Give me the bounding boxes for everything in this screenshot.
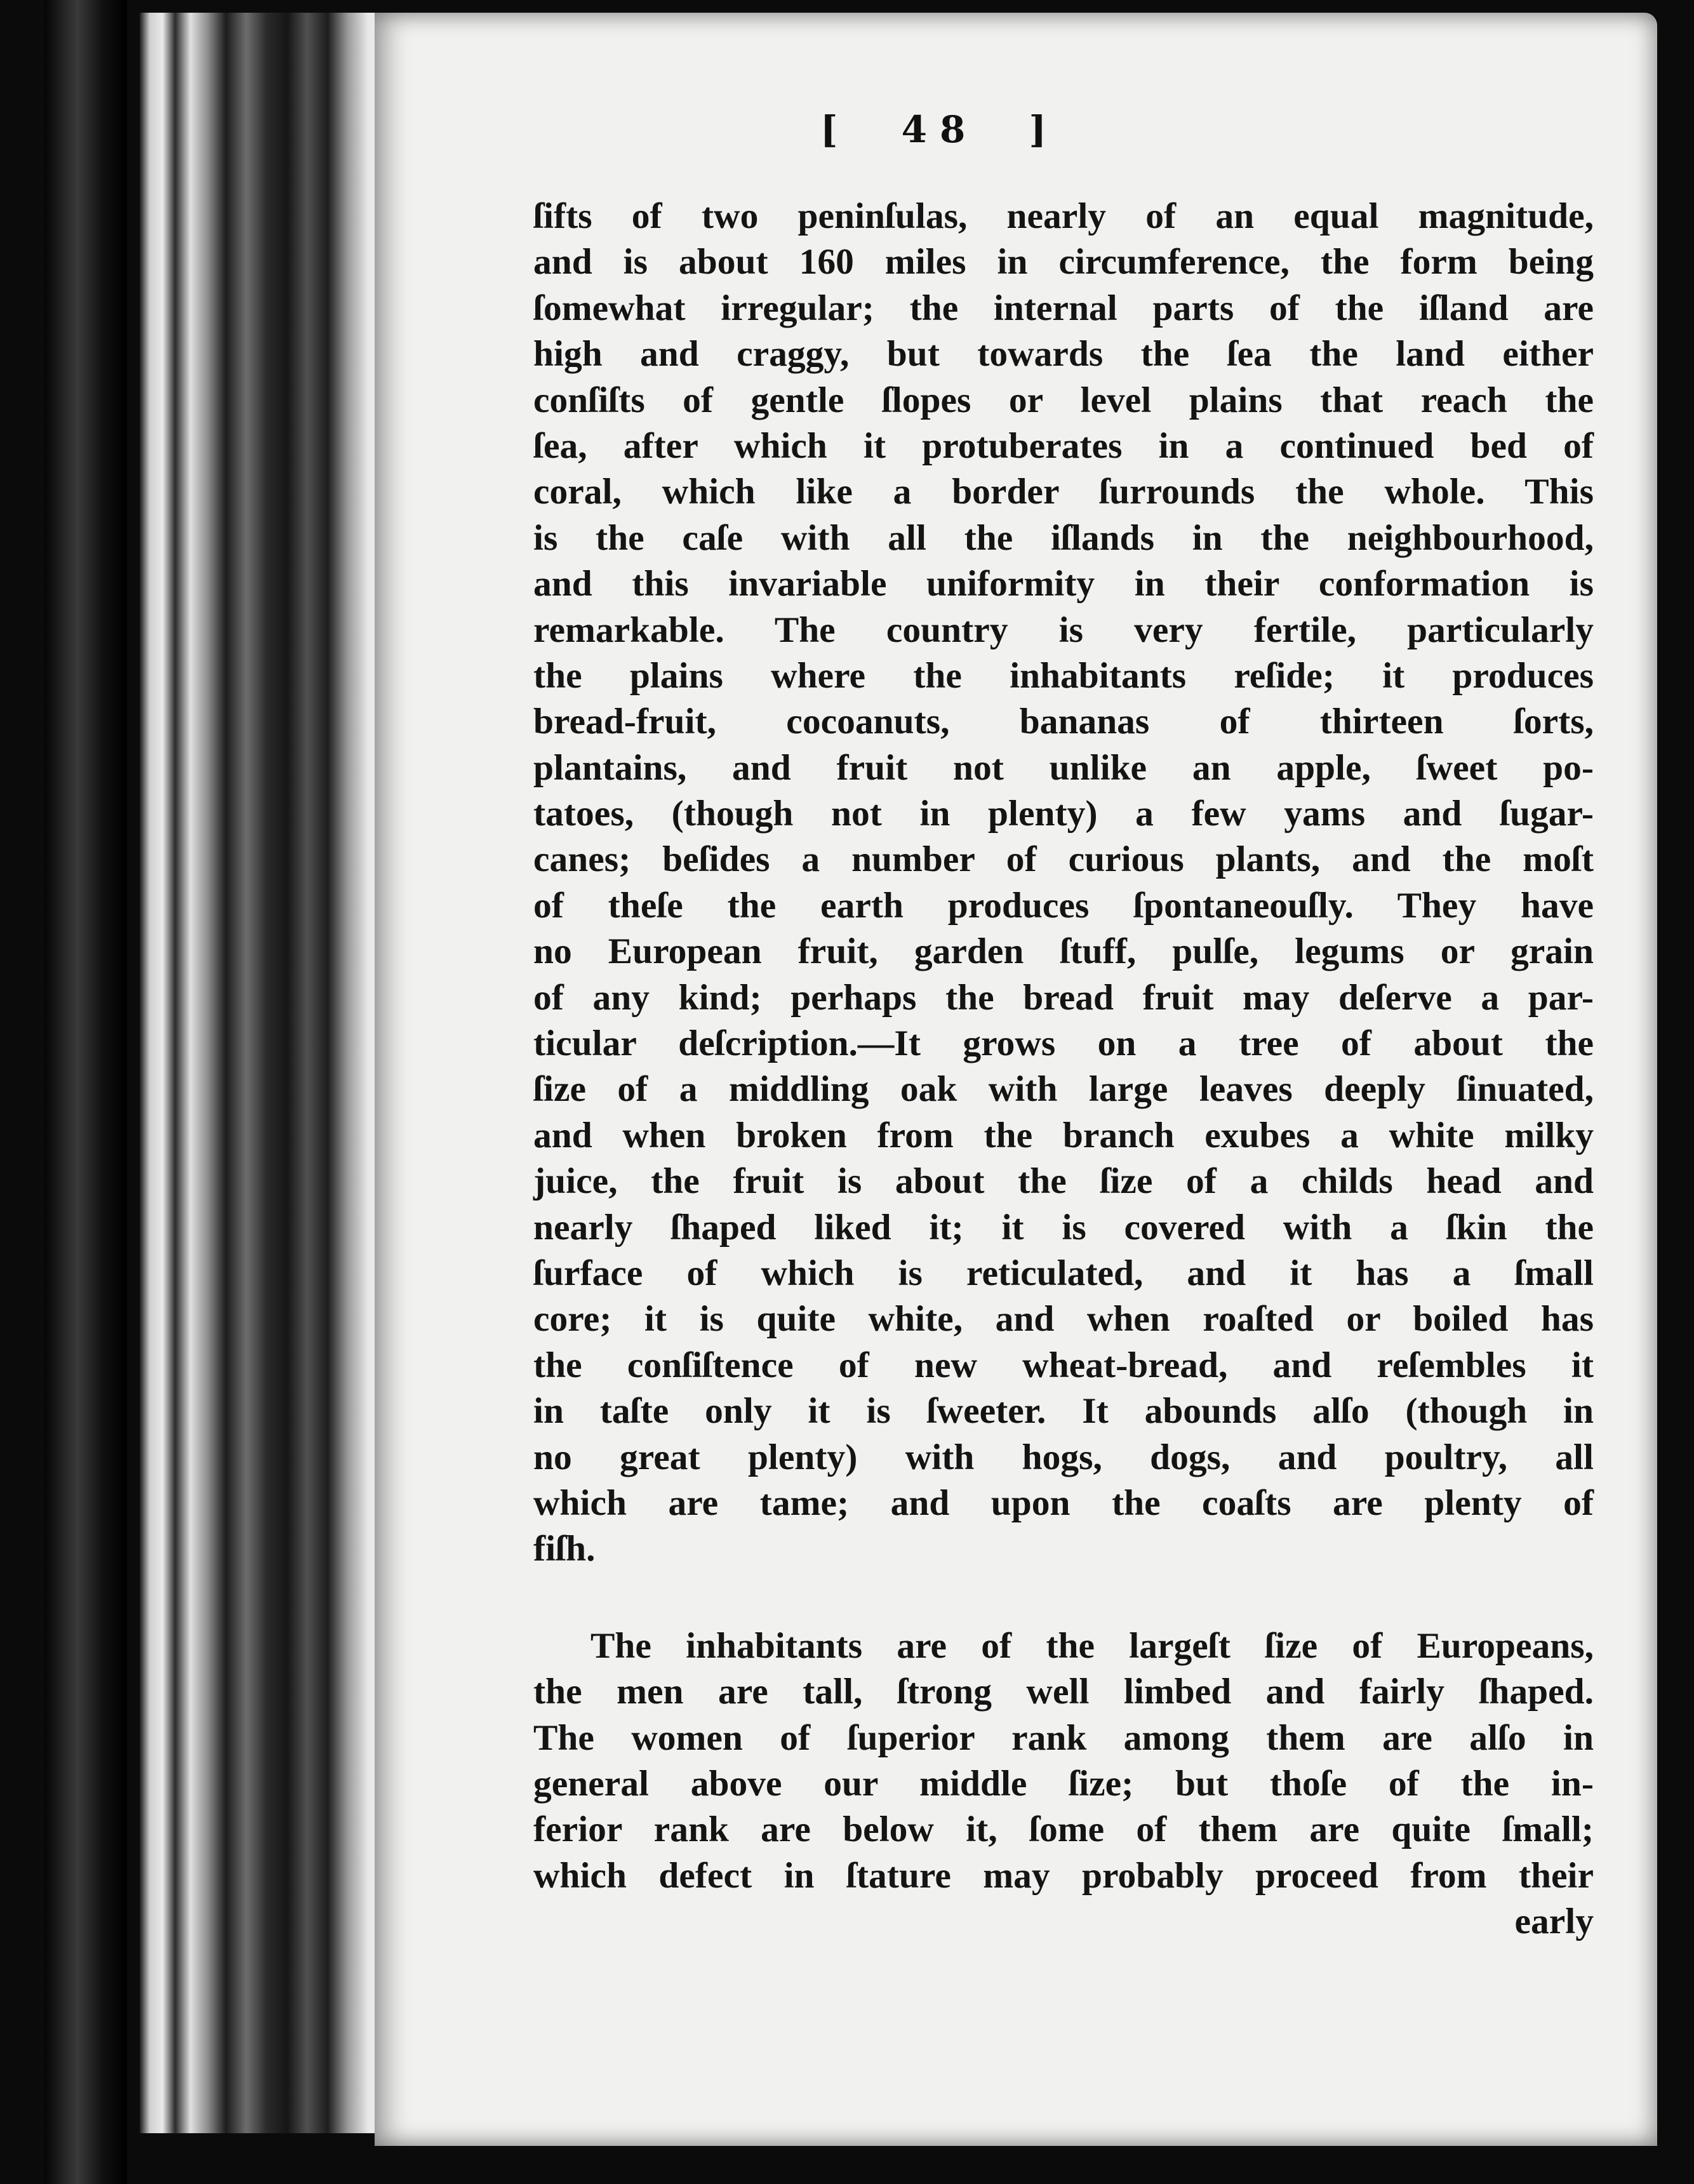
- text-line: ſize of a middling oak with large leaves deeply ſinuated,: [533, 1069, 1594, 1110]
- text-line: ferior rank are below it, ſome of them are quite ſmall;: [533, 1809, 1594, 1850]
- text-line: fiſh.: [533, 1529, 596, 1569]
- text-line: and this invariable uniformity in their conformation is: [533, 564, 1594, 604]
- text-line: of theſe the earth produces ſpontaneouſly. They have: [533, 885, 1594, 926]
- text-line: which are tame; and upon the coaſts are plenty of: [533, 1482, 1594, 1523]
- text-line: and is about 160 miles in circumference, the form being: [533, 242, 1594, 283]
- text-line: no great plenty) with hogs, dogs, and poultry, all: [533, 1437, 1594, 1477]
- page-fore-edge: [140, 13, 394, 2133]
- text-line: general above our middle ſize; but thoſe of the in-: [533, 1763, 1594, 1804]
- book-spine-shadow: [44, 0, 127, 2184]
- text-line: tatoes, (though not in plenty) a few yams and ſugar-: [533, 794, 1594, 834]
- text-line: ſurface of which is reticulated, and it has a ſmall: [533, 1253, 1594, 1293]
- book-page: [375, 13, 1657, 2146]
- page-number-header: [ 48 ]: [820, 108, 1059, 151]
- text-line: high and craggy, but towards the ſea the land either: [533, 334, 1594, 375]
- text-line: the conſiſtence of new wheat-bread, and reſembles it: [533, 1345, 1594, 1385]
- text-line: juice, the fruit is about the ſize of a childs head and: [533, 1161, 1594, 1202]
- paragraph-2: [533, 1623, 1594, 1945]
- text-line: nearly ſhaped liked it; it is covered with a ſkin the: [533, 1207, 1594, 1248]
- text-line: The inhabitants are of the largeſt ſize of Europeans,: [590, 1625, 1594, 1666]
- text-line: ſifts of two peninſulas, nearly of an equal magnitude,: [533, 196, 1594, 236]
- catchword: early: [1514, 1901, 1594, 1942]
- paragraph-1: [533, 194, 1594, 1573]
- body-text: [533, 194, 1594, 1945]
- text-line: conſiſts of gentle ſlopes or level plains that reach the: [533, 380, 1594, 420]
- text-line: bread-fruit, cocoanuts, bananas of thirteen ſorts,: [533, 702, 1594, 742]
- text-line: core; it is quite white, and when roaſted or boiled has: [533, 1299, 1594, 1340]
- text-line: ſea, after which it protuberates in a continued bed of: [533, 425, 1594, 466]
- text-line: plantains, and fruit not unlike an apple, ſweet po-: [533, 747, 1594, 788]
- text-line: in taſte only it is ſweeter. It abounds alſo (though in: [533, 1391, 1594, 1432]
- text-line: The women of ſuperior rank among them are alſo in: [533, 1717, 1594, 1758]
- text-line: of any kind; perhaps the bread fruit may deſerve a par-: [533, 977, 1594, 1018]
- text-line: ticular deſcription.—It grows on a tree of about the: [533, 1023, 1594, 1064]
- text-line: which defect in ſtature may probably proceed from their: [533, 1855, 1594, 1896]
- text-line: is the caſe with all the iſlands in the neighbourhood,: [533, 517, 1594, 558]
- text-line: and when broken from the branch exubes a white milky: [533, 1115, 1594, 1155]
- text-line: no European fruit, garden ſtuff, pulſe, legums or grain: [533, 931, 1594, 972]
- text-line: remarkable. The country is very fertile, particularly: [533, 609, 1594, 650]
- text-line: the plains where the inhabitants reſide; it produces: [533, 655, 1594, 696]
- text-line: canes; beſides a number of curious plants, and the moſt: [533, 839, 1594, 880]
- text-line: the men are tall, ſtrong well limbed and fairly ſhaped.: [533, 1672, 1594, 1712]
- text-line: coral, which like a border ſurrounds the whole. This: [533, 472, 1594, 512]
- text-line: ſomewhat irregular; the internal parts of the iſland are: [533, 288, 1594, 328]
